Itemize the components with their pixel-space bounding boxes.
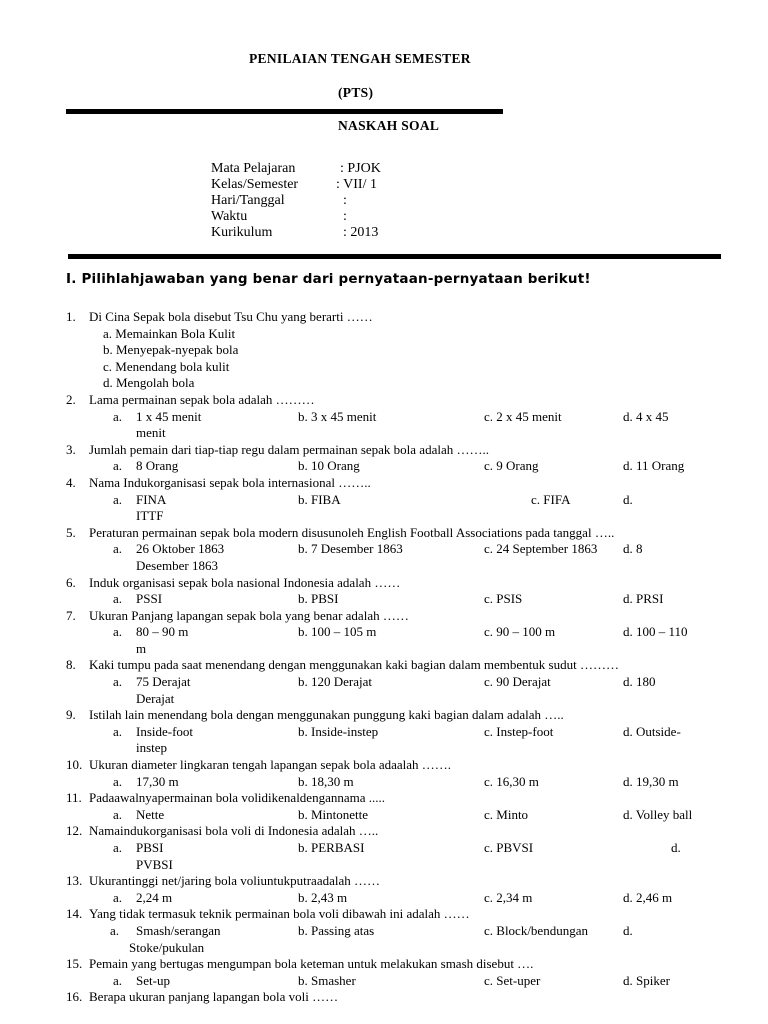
answer-option-d[interactable]: d. 180: [623, 674, 656, 690]
answer-option-c[interactable]: c. 24 September 1863: [484, 541, 598, 557]
option-row: [66, 724, 746, 757]
answer-option-b[interactable]: b. 2,43 m: [298, 889, 348, 905]
question-number: 12.: [66, 823, 83, 839]
question-number: 7.: [66, 607, 76, 623]
answer-option-b[interactable]: b. FIBA: [298, 491, 341, 507]
answer-option-c[interactable]: c. PSIS: [484, 591, 523, 607]
question-item: [66, 956, 746, 973]
header-divider-top: [66, 109, 503, 114]
option-wrap-text: Derajat: [136, 690, 175, 706]
question-item: [66, 790, 746, 807]
answer-option-d[interactable]: d.: [671, 840, 681, 855]
answer-option-b[interactable]: b. 18,30 m: [298, 773, 354, 789]
question-text: Jumlah pemain dari tiap-tiap regu dalam permainan sepak bola adalah ……..: [89, 441, 489, 457]
answer-option-a[interactable]: 1 x 45 menit: [136, 408, 202, 424]
answer-option-d[interactable]: d. 11 Orang: [623, 458, 685, 474]
question-number: 2.: [66, 391, 76, 407]
answer-option-c[interactable]: c. 2 x 45 menit: [484, 408, 562, 424]
option-wrap-text: ITTF: [136, 508, 164, 524]
question-number: 14.: [66, 906, 83, 922]
question-number: 4.: [66, 474, 76, 490]
question-text: Induk organisasi sepak bola nasional Indonesia adalah ……: [89, 574, 401, 590]
question-item: [66, 608, 746, 625]
option-row: [66, 409, 746, 442]
answer-option-b[interactable]: b. 7 Desember 1863: [298, 541, 403, 557]
answer-option-c[interactable]: c. 2,34 m: [484, 889, 533, 905]
option-row: [66, 624, 746, 657]
answer-option-b[interactable]: b. Passing atas: [298, 922, 375, 938]
question-item: [66, 873, 746, 890]
option-row: [66, 840, 746, 873]
option-letter: a.: [113, 674, 123, 690]
option-wrap-text: instep: [136, 740, 168, 756]
question-text: Namaindukorganisasi bola voli di Indonesia adalah …..: [89, 823, 379, 839]
answer-option-a[interactable]: 2,24 m: [136, 889, 173, 905]
question-text: Ukuran Panjang lapangan sepak bola yang benar adalah ……: [89, 607, 409, 623]
question-list: [66, 309, 746, 1006]
question-number: 8.: [66, 657, 76, 673]
answer-option-d[interactable]: d. Outside-: [623, 723, 681, 739]
question-item: [66, 475, 746, 492]
answer-option-b[interactable]: b. 10 Orang: [298, 458, 360, 474]
question-text: Padaawalnyapermainan bola volidikenaldengannama .....: [89, 790, 386, 806]
answer-option-c[interactable]: c. Set-uper: [484, 972, 541, 988]
answer-option[interactable]: b. Menyepak-nyepak bola: [103, 342, 239, 358]
question-item: [66, 989, 746, 1006]
section-heading: I. Pilihlahjawaban yang benar dari pernyataan-pernyataan berikut!: [66, 271, 591, 287]
option-letter: a.: [113, 889, 123, 905]
answer-option-d[interactable]: d. Volley ball: [623, 806, 693, 822]
question-text: Lama permainan sepak bola adalah ………: [89, 391, 315, 407]
answer-option-d[interactable]: d. PRSI: [623, 591, 664, 607]
answer-option-a[interactable]: 26 Oktober 1863: [136, 541, 225, 557]
answer-option-b[interactable]: b. Smasher: [298, 972, 356, 988]
answer-option-c[interactable]: c. 90 – 100 m: [484, 624, 556, 640]
question-number: 5.: [66, 524, 76, 540]
question-text: Istilah lain menendang bola dengan menggunakan punggung kaki bagian dalam adalah …..: [89, 707, 564, 723]
option-letter: a.: [113, 972, 123, 988]
answer-option-a[interactable]: 8 Orang: [136, 458, 179, 474]
answer-option-a[interactable]: 17,30 m: [136, 773, 179, 789]
question-text: Pemain yang bertugas mengumpan bola keteman untuk melakukan smash disebut ….: [89, 956, 534, 972]
question-text: Yang tidak termasuk teknik permainan bola voli dibawah ini adalah ……: [89, 906, 470, 922]
option-letter: a.: [113, 591, 123, 607]
answer-option-a[interactable]: 80 – 90 m: [136, 624, 189, 640]
answer-option-d[interactable]: d.: [623, 922, 633, 938]
question-item: [66, 575, 746, 592]
meta-label: Hari/Tanggal: [211, 193, 285, 208]
question-number: 3.: [66, 441, 76, 457]
answer-option-a[interactable]: 75 Derajat: [136, 674, 191, 690]
answer-option-d[interactable]: d.: [623, 491, 633, 507]
option-row: [66, 674, 746, 707]
answer-option-c[interactable]: c. Block/bendungan: [484, 922, 588, 938]
question-text: Ukurantinggi net/jaring bola voliuntukputraadalah ……: [89, 873, 380, 889]
question-number: 15.: [66, 956, 83, 972]
answer-option-d[interactable]: d. 100 – 110: [623, 624, 688, 640]
answer-option-b[interactable]: b. 3 x 45 menit: [298, 408, 377, 424]
answer-option[interactable]: a. Memainkan Bola Kulit: [103, 325, 236, 341]
option-wrap-text: Stoke/pukulan: [129, 939, 205, 955]
answer-option-d[interactable]: d. Spiker: [623, 972, 670, 988]
answer-option-d[interactable]: d. 8: [623, 541, 643, 557]
option-letter: a.: [113, 840, 123, 855]
option-wrap-text: m: [136, 640, 147, 656]
meta-value: : VII/ 1: [336, 177, 377, 192]
option-letter: a.: [113, 806, 123, 822]
answer-option-c[interactable]: c. Minto: [484, 806, 529, 822]
answer-option-c[interactable]: c. FIFA: [531, 491, 571, 507]
question-number: 1.: [66, 309, 76, 324]
exam-subtitle: (PTS): [338, 85, 374, 100]
option-letter: a.: [113, 458, 123, 474]
answer-option-c[interactable]: c. 16,30 m: [484, 773, 539, 789]
question-number: 9.: [66, 707, 76, 723]
meta-label: Kelas/Semester: [211, 177, 299, 192]
question-item: [66, 442, 746, 459]
option-row: [66, 492, 746, 525]
answer-option-b[interactable]: b. 120 Derajat: [298, 674, 373, 690]
option-wrap-text: Desember 1863: [136, 557, 218, 573]
question-item: [66, 707, 746, 724]
answer-option-a[interactable]: Set-up: [136, 972, 170, 988]
answer-option-a[interactable]: PSSI: [136, 591, 163, 607]
meta-value: :: [343, 209, 347, 224]
answer-option-b[interactable]: b. Inside-instep: [298, 723, 379, 739]
answer-option-a[interactable]: Nette: [136, 806, 165, 822]
meta-value: : PJOK: [340, 161, 381, 176]
question-item: [66, 823, 746, 840]
question-item: [66, 657, 746, 674]
answer-option-b[interactable]: b. Mintonette: [298, 806, 369, 822]
answer-option-a[interactable]: Inside-foot: [136, 723, 194, 739]
answer-option-c[interactable]: c. Instep-foot: [484, 723, 554, 739]
option-row: [66, 973, 746, 990]
answer-option[interactable]: d. Mengolah bola: [103, 375, 195, 391]
question-text: Berapa ukuran panjang lapangan bola voli ……: [89, 989, 339, 1005]
option-row: [66, 807, 746, 824]
option-row: [66, 541, 746, 574]
question-number: 11.: [66, 790, 82, 806]
doc-type-label: NASKAH SOAL: [338, 118, 440, 133]
meta-label: Mata Pelajaran: [211, 161, 296, 176]
option-row: [66, 923, 746, 956]
question-text: Nama Indukorganisasi sepak bola internasional ……..: [89, 474, 371, 490]
answer-option-d[interactable]: d. 19,30 m: [623, 773, 679, 789]
option-wrap-text: PVBSI: [136, 856, 173, 872]
question-item: [66, 525, 746, 542]
answer-option-a[interactable]: PBSI: [136, 840, 164, 855]
option-wrap-text: menit: [136, 425, 166, 441]
answer-option-c[interactable]: c. 90 Derajat: [484, 674, 551, 690]
answer-option-c[interactable]: c. PBVSI: [484, 840, 534, 855]
question-item: [66, 309, 746, 326]
option-letter: a.: [113, 491, 123, 507]
question-number: 10.: [66, 757, 83, 773]
answer-option-d[interactable]: d. 2,46 m: [623, 889, 673, 905]
question-number: 13.: [66, 873, 83, 889]
question-item: [66, 392, 746, 409]
question-item: [66, 906, 746, 923]
option-row: [66, 774, 746, 791]
option-list: [66, 326, 746, 392]
option-letter: a.: [113, 541, 123, 557]
question-text: Di Cina Sepak bola disebut Tsu Chu yang berarti ……: [89, 309, 373, 324]
option-letter: a.: [110, 922, 120, 938]
question-text: Peraturan permainan sepak bola modern disusunoleh English Football Associations pada tanggal …..: [89, 524, 615, 540]
meta-value: : 2013: [343, 225, 379, 240]
answer-option-c[interactable]: c. 9 Orang: [484, 458, 539, 474]
option-row: [66, 890, 746, 907]
exam-title: PENILAIAN TENGAH SEMESTER: [249, 51, 471, 66]
answer-option-b[interactable]: b. PERBASI: [298, 840, 365, 855]
question-number: 16.: [66, 989, 83, 1005]
answer-option-a[interactable]: FINA: [136, 491, 167, 507]
header-divider-bottom: [68, 254, 721, 259]
meta-label: Waktu: [211, 209, 248, 224]
question-text: Kaki tumpu pada saat menendang dengan menggunakan kaki bagian dalam membentuk sudut ………: [89, 657, 619, 673]
question-text: Ukuran diameter lingkaran tengah lapangan sepak bola adaalah …….: [89, 757, 452, 773]
question-number: 6.: [66, 574, 76, 590]
option-letter: a.: [113, 723, 123, 739]
meta-label: Kurikulum: [211, 225, 273, 240]
answer-option-d[interactable]: d. 4 x 45: [623, 408, 669, 424]
answer-option-a[interactable]: Smash/serangan: [136, 922, 221, 938]
option-row: [66, 591, 746, 608]
option-letter: a.: [113, 408, 123, 424]
answer-option-b[interactable]: b. PBSI: [298, 591, 339, 607]
answer-option-b[interactable]: b. 100 – 105 m: [298, 624, 377, 640]
answer-option[interactable]: c. Menendang bola kulit: [103, 358, 230, 374]
option-letter: a.: [113, 773, 123, 789]
option-row: [66, 458, 746, 475]
meta-value: :: [343, 193, 347, 208]
option-letter: a.: [113, 624, 123, 640]
question-item: [66, 757, 746, 774]
